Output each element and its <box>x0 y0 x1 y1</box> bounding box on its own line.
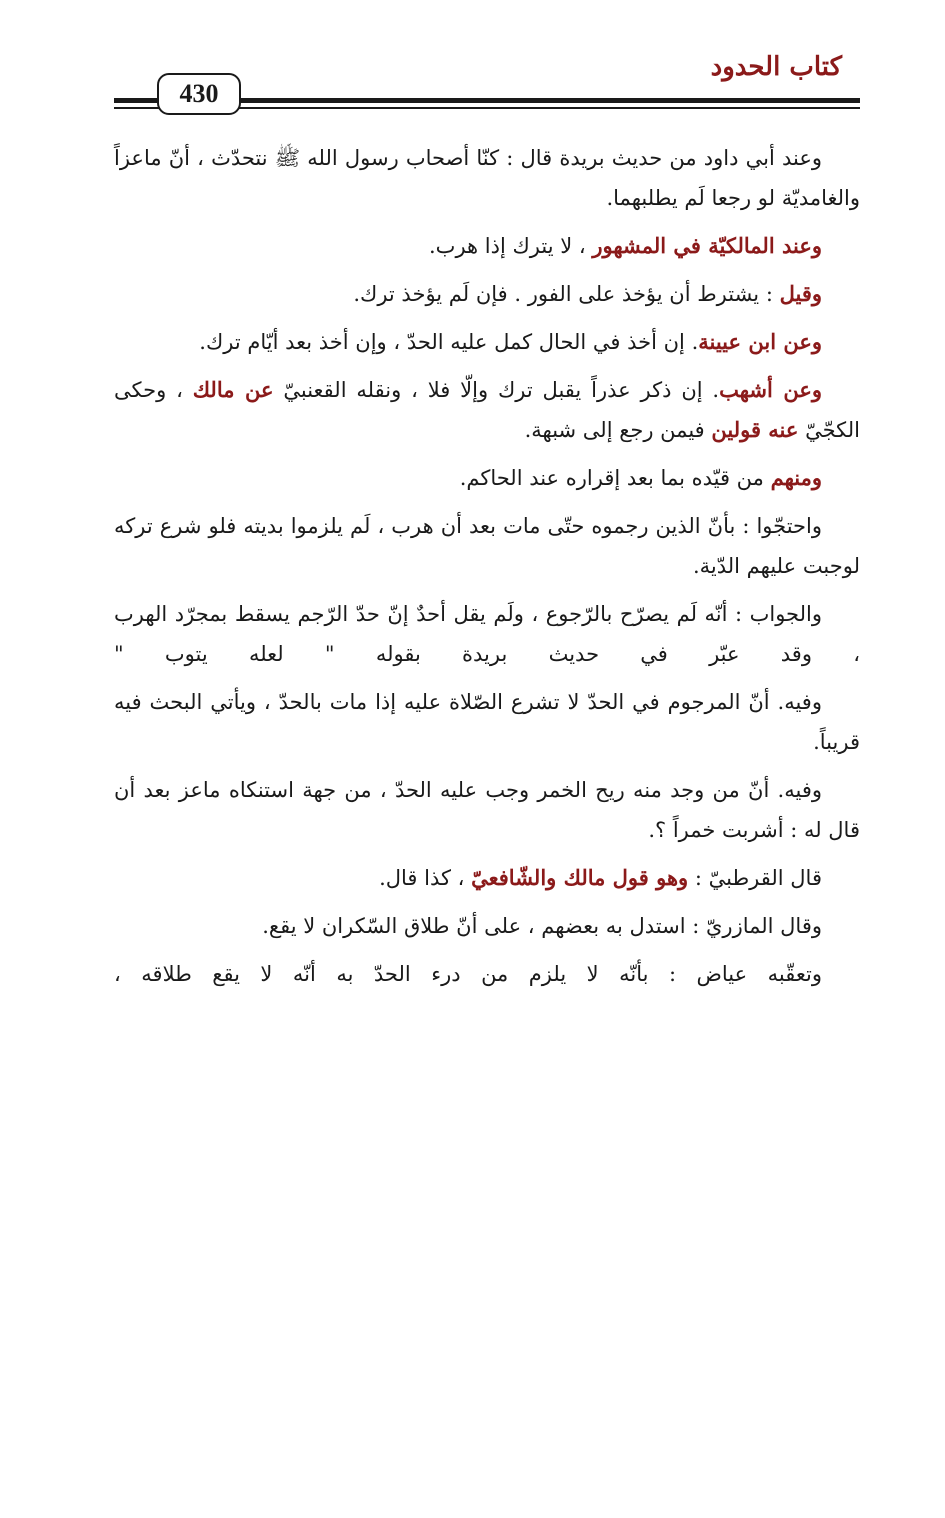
page-number-box <box>157 73 241 115</box>
text-segment: : يشترط أن يؤخذ على الفور . فإن لَم يؤخذ ترك. <box>353 282 780 306</box>
chapter-title: كتاب الحدود <box>710 52 842 82</box>
text-segment: وقال المازريّ : استدل به بعضهم ، على أنّ طلاق السّكران لا يقع. <box>262 914 822 938</box>
body-text <box>114 138 860 1002</box>
text-segment: فيمن رجع إلى شبهة. <box>524 418 712 442</box>
text-segment: وعند أبي داود من حديث بريدة قال : كنّا أصحاب رسول الله ﷺ نتحدّث ، أنّ ماعزاً والغامديّة لو رجعا لَم يطلبهما. <box>114 146 860 210</box>
text-segment: . إن ذكر عذراً يقبل ترك وإلّا فلا ، ونقله القعنبيّ <box>273 378 720 402</box>
highlighted-phrase: وعن ابن عيينة <box>698 329 822 354</box>
text-segment: من قيّده بما بعد إقراره عند الحاكم. <box>459 466 771 490</box>
highlighted-phrase: وقيل <box>779 281 822 306</box>
paragraph <box>114 594 860 674</box>
text-segment: ، كذا قال. <box>379 866 472 890</box>
highlighted-phrase: عنه قولين <box>711 417 799 442</box>
paragraph <box>114 226 860 266</box>
highlighted-phrase: وعن أشهب <box>719 377 822 402</box>
text-segment: والجواب : أنّه لَم يصرّح بالرّجوع ، ولَم يقل أحدٌ إنّ حدّ الرّجم يسقط بمجرّد الهرب ، وقد عبّر في حديث بريدة بقوله " لعله يتوب " <box>114 602 860 666</box>
highlighted-phrase: وعند المالكيّة في المشهور <box>592 233 822 258</box>
paragraph <box>114 954 860 994</box>
paragraph <box>114 370 860 450</box>
text-segment: قال القرطبيّ : <box>688 866 822 890</box>
paragraph <box>114 906 860 946</box>
text-segment: ، لا يترك إذا هرب. <box>429 234 593 258</box>
highlighted-phrase: عن مالك <box>192 377 274 402</box>
highlighted-phrase: وهو قول مالك والشّافعيّ <box>471 865 689 890</box>
paragraph <box>114 274 860 314</box>
paragraph <box>114 458 860 498</box>
text-segment: واحتجّوا : بأنّ الذين رجموه حتّى مات بعد أن هرب ، لَم يلزموا بديته فلو شرع تركه لوجبت عليهم الدّية. <box>114 514 860 578</box>
page-number: 430 <box>179 79 219 108</box>
paragraph <box>114 682 860 762</box>
text-segment: وفيه. أنّ المرجوم في الحدّ لا تشرع الصّلاة عليه إذا مات بالحدّ ، ويأتي البحث فيه قريباً. <box>114 690 860 754</box>
paragraph <box>114 770 860 850</box>
highlighted-phrase: ومنهم <box>770 465 822 490</box>
text-segment: . إن أخذ في الحال كمل عليه الحدّ ، وإن أخذ بعد أيّام ترك. <box>199 330 699 354</box>
text-segment: وفيه. أنّ من وجد منه ريح الخمر وجب عليه الحدّ ، من جهة استنكاه ماعز بعد أن قال له : أشربت خمراً ؟. <box>114 778 860 842</box>
paragraph <box>114 322 860 362</box>
paragraph <box>114 858 860 898</box>
text-segment: ، وحكى الكجّيّ <box>114 378 860 442</box>
text-segment: وتعقّبه عياض : بأنّه لا يلزم من درء الحدّ به أنّه لا يقع طلاقه ، <box>114 962 822 986</box>
paragraph <box>114 506 860 586</box>
paragraph <box>114 138 860 218</box>
